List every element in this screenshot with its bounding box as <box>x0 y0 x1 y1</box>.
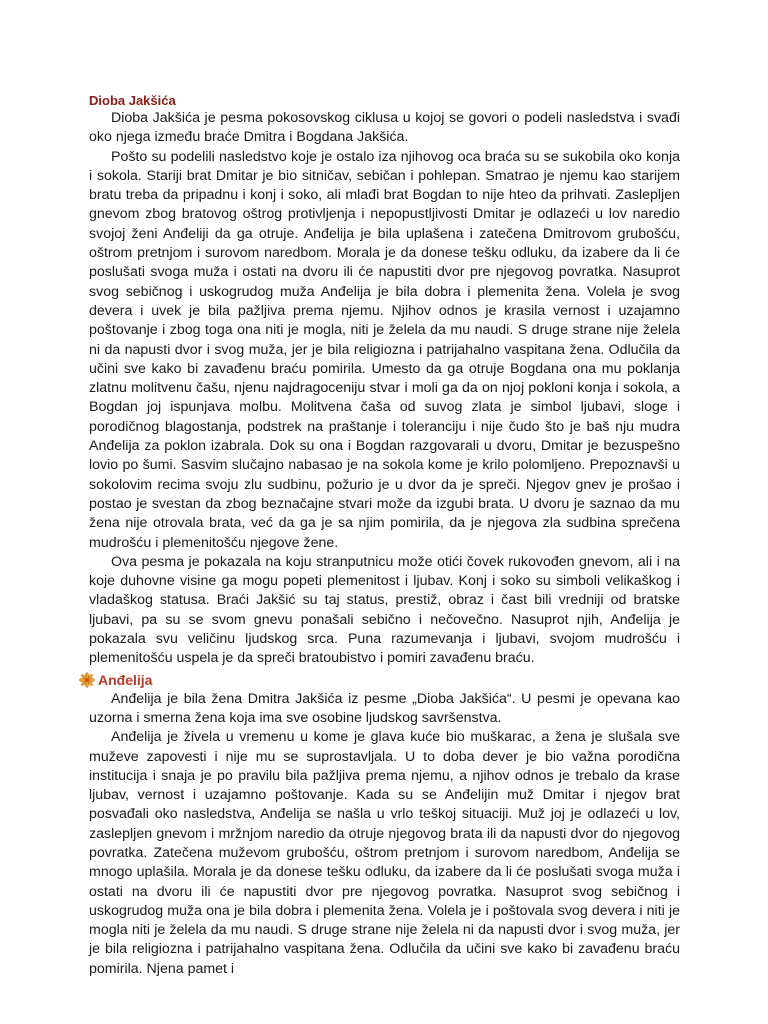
document-title: Dioba Jakšića <box>89 93 176 108</box>
paragraph-andjelija-intro: Anđelija je bila žena Dmitra Jakšića iz pesme „Dioba Jakšića“. U pesmi je opevana kao uzorna i smerna žena koja ima sve osobine ljudskog savršenstva. <box>89 690 680 726</box>
paragraph-intro: Dioba Jakšića je pesma pokosovskog ciklusa u kojoj se govori o podeli nasledstva i svađi oko njega između braće Dmitra i Bogdana Jakšića. <box>89 110 680 146</box>
section-heading-text: Anđelija <box>98 671 153 688</box>
paragraph-andjelija-story: Anđelija je živela u vremenu u kome je glava kuće bio muškarac, a žena je slušala sve muževe zapovesti i nije mu se suprostavljala. U to doba dever je bio važna porodična institucija i snaja je po pravilu bila pažljiva prema njemu, a njihov odnos je trebalo da krase ljubav, vernost i uzajamno poštovanje. Kada su se Anđelijin muž Dmitar i njegov brat posvađali oko nasledstva, Anđelija se našla u vrlo teškoj situaciji. Muž joj je odlazeći u lov, zaslepljen gnevom i mržnjom naredio da otruje njegovog brata ili da napusti dvor do njegovog povratka. Zatečena muževom grubošću, oštrom pretnjom i surovom naredbom, Anđelija se mnogo uplašila. Morala je da donese tešku odluku, da izabere da li će poslušati svoga muža i ostati na dvoru ili će napustiti dvor pre njegovog povratka. Nasuprot svog sebičnog i uskogrudog muža ona je bila dobra i plemenita žena. Volela je i poštovala svog devera i niti je mogla niti je želela da mu naudi. S druge strane nije želela ni da napusti dvor i svog muža, jer je bila religiozna i patrijahalno vaspitana žena. Odlučila da učini sve kako bi zavađenu braću pomirila. Njena pamet i <box>89 729 680 977</box>
paragraph-conclusion: Ova pesma je pokazala na koju stranputnicu može otići čovek rukovođen gnevom, ali i na koje duhovne visine ga mogu popeti plemenitost i ljubav. Konj i soko su simboli velikaškog i vladaškog statusa. Braći Jakšić su taj status, prestiž, obraz i čast bili vredniji od bratske ljubavi, pa su se svom gnevu ponašali sebično i nečovečno. Nasuprot njih, Anđelija je pokazala svu veličinu ljudskog srca. Puna razumevanja i ljubavi, svojom mudrošću i plemenitošću uspela je da spreči bratoubistvo i pomiri zavađenu braću. <box>89 553 680 667</box>
paragraph-story: Pošto su podelili nasledstvo koje je ostalo iza njihovog oca braća su se sukobila oko konja i sokola. Stariji brat Dmitar je bio sitničav, sebičan i pohlepan. Smatrao je njemu kao starijem bratu treba da pripadnu i konj i soko, ali mlađi brat Bogdan to nije hteo da prihvati. Zaslepljen gnevom zbog bratovog oštrog protivljenja i nepopustljivosti Dmitar je odlazeći u lov naredio svojoj ženi Anđeliji da ga otruje. Anđelija je bila uplašena i zatečena Dmitrovom grubošću, oštrom pretnjom i surovom naredbom. Morala je da donese tešku odluku, da izabere da li će poslušati svoga muža i ostati na dvoru ili će napustiti dvor pre njegovog povratka. Nasuprot svog sebičnog i uskogrudog muža Anđelija je bila dobra i plemenita žena. Volela je svog devera i uvek je bila pažljiva prema njemu. Njihov odnos je krasila vernost i uzajamno poštovanje i zbog toga ona niti je mogla, niti je želela da mu naudi. S druge strane nije želela ni da napusti dvor i svog muža, jer je bila religiozna i patrijahalno vaspitana žena. Odlučila da učini sve kako bi zavađenu braću pomirila. Umesto da ga otruje Bogdana ona mu poklanja zlatnu molitvenu čašu, njenu najdragoceniju stvar i moli ga da on njoj pokloni konja i sokola, a Bogdan joj ispunjava molbu. Molitvena čaša od suvog zlata je simbol ljubavi, sloge i porodičnog blagostanja, podstrek na praštanje i toleranciju i nije čudo što je baš nju mudra Anđelija za poklon izabrala. Dok su ona i Bogdan razgovarali u dvoru, Dmitar je bezuspešno lovio po šumi. Sasvim slučajno nabasao je na sokola kome je krilo polomljeno. Prepoznavši u sokolovim recima svoju zlu sudbinu, požurio je u dvor da je spreči. Njegov gnev je prošao i postao je svestan da zbog beznačajne stvari može da izgubi brata. U dvoru je saznao da mu žena nije otrovala brata, već da ga je sa njim pomirila, da je njegova zla sudbina sprečena mudrošću i plemenitošću njegove žene. <box>89 148 680 551</box>
section-heading-andjelija <box>79 671 680 690</box>
document-page <box>89 92 680 979</box>
flower-icon <box>79 672 95 688</box>
